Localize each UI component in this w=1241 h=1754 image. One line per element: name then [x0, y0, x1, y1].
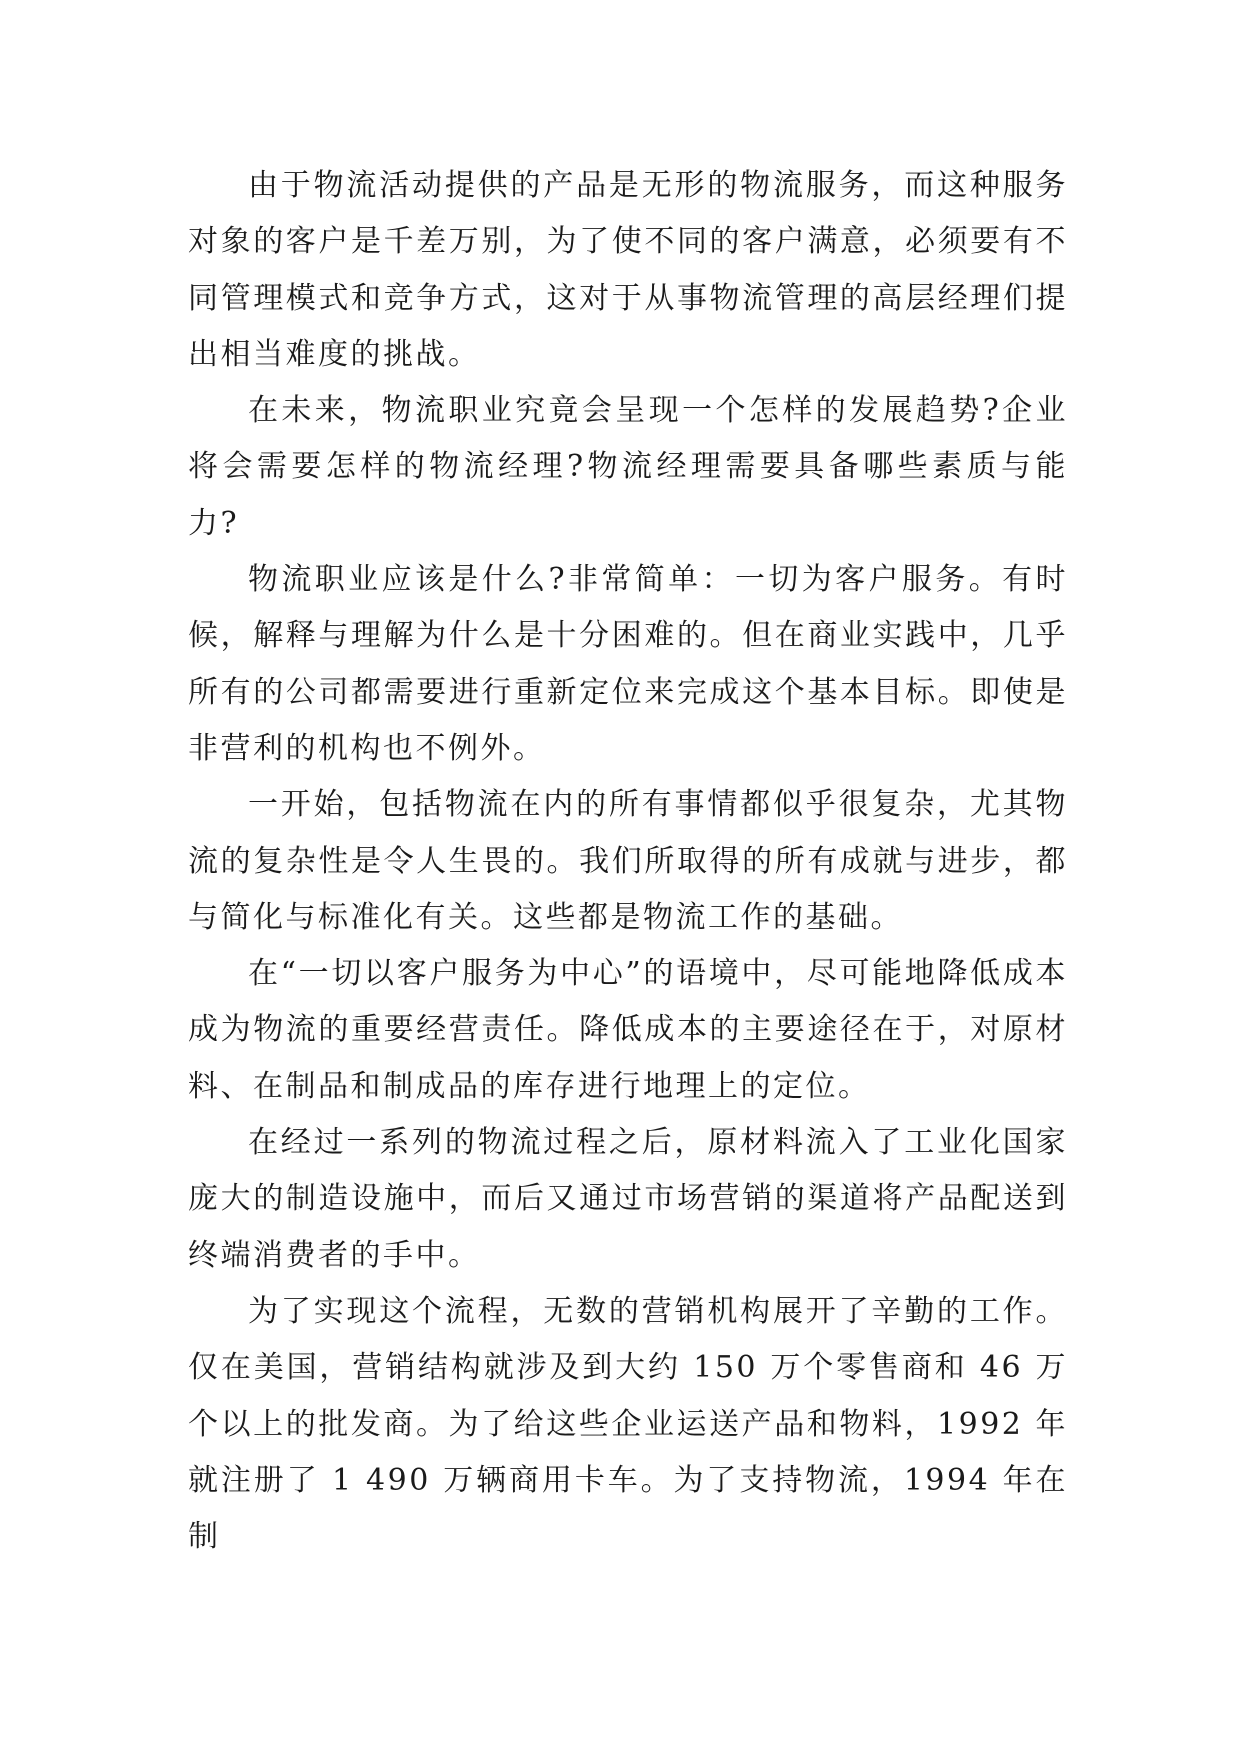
- paragraph: 在未来，物流职业究竟会呈现一个怎样的发展趋势?企业将会需要怎样的物流经理?物流经理需要具备哪些素质与能力?: [188, 393, 1068, 541]
- paragraph: 在“一切以客户服务为中心”的语境中，尽可能地降低成本成为物流的重要经营责任。降低成本的主要途径在于，对原材料、在制品和制成品的库存进行地理上的定位。: [188, 956, 1068, 1104]
- paragraph: 一开始，包括物流在内的所有事情都似乎很复杂，尤其物流的复杂性是令人生畏的。我们所取得的所有成就与进步，都与简化与标准化有关。这些都是物流工作的基础。: [188, 787, 1068, 935]
- paragraph: 物流职业应该是什么?非常简单：一切为客户服务。有时候，解释与理解为什么是十分困难的。但在商业实践中，几乎所有的公司都需要进行重新定位来完成这个基本目标。即使是非营利的机构也不例外。: [188, 562, 1068, 766]
- paragraph: 在经过一系列的物流过程之后，原材料流入了工业化国家庞大的制造设施中，而后又通过市场营销的渠道将产品配送到终端消费者的手中。: [188, 1125, 1068, 1273]
- paragraph: 为了实现这个流程，无数的营销机构展开了辛勤的工作。仅在美国，营销结构就涉及到大约 150 万个零售商和 46 万个以上的批发商。为了给这些企业运送产品和物料，1992 年就注册了 1 490 万辆商用卡车。为了支持物流，1994 年在制: [188, 1293, 1068, 1555]
- document-body: [188, 158, 1068, 1565]
- paragraph: 由于物流活动提供的产品是无形的物流服务，而这种服务对象的客户是千差万别，为了使不同的客户满意，必须要有不同管理模式和竞争方式，这对于从事物流管理的高层经理们提出相当难度的挑战。: [188, 168, 1068, 372]
